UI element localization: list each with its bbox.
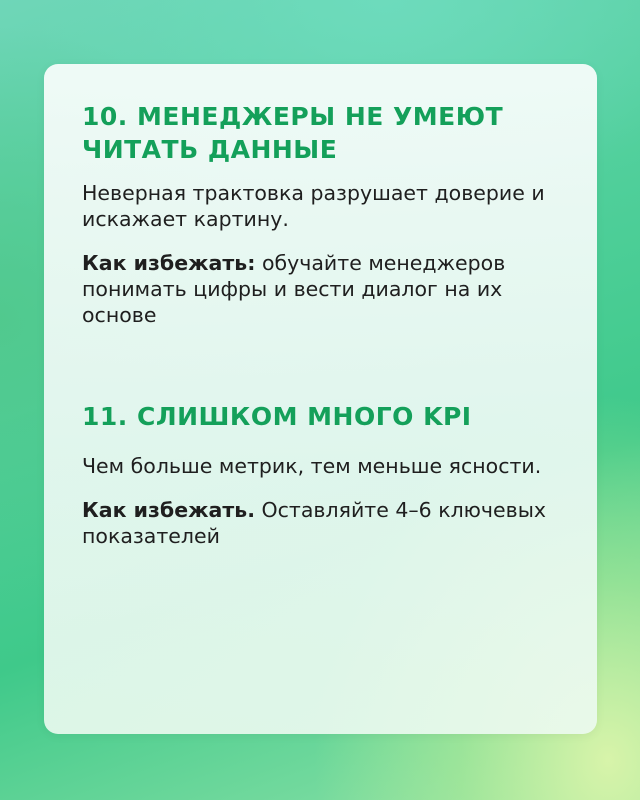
content-card [44,64,597,734]
section-paragraph: Неверная трактовка разрушает доверие и искажает картину. [82,181,545,231]
tip-section-10 [82,100,552,328]
section-tip [82,250,552,328]
section-heading: 10. МЕНЕДЖЕРЫ НЕ УМЕЮТ ЧИТАТЬ ДАННЫЕ [82,102,504,164]
tip-text: Оставляйте 4–6 ключевых показателей [82,498,547,548]
section-paragraph: Чем больше метрик, тем меньше ясности. [82,454,542,478]
tip-section-11 [82,400,552,549]
tip-label: Как избежать. [82,498,255,522]
section-tip [82,497,552,549]
tip-label: Как избежать: [82,251,256,275]
tip-text: обучайте менеджеров понимать цифры и вести диалог на их основе [82,251,506,327]
section-heading: 11. СЛИШКОМ МНОГО KPI [82,402,472,431]
